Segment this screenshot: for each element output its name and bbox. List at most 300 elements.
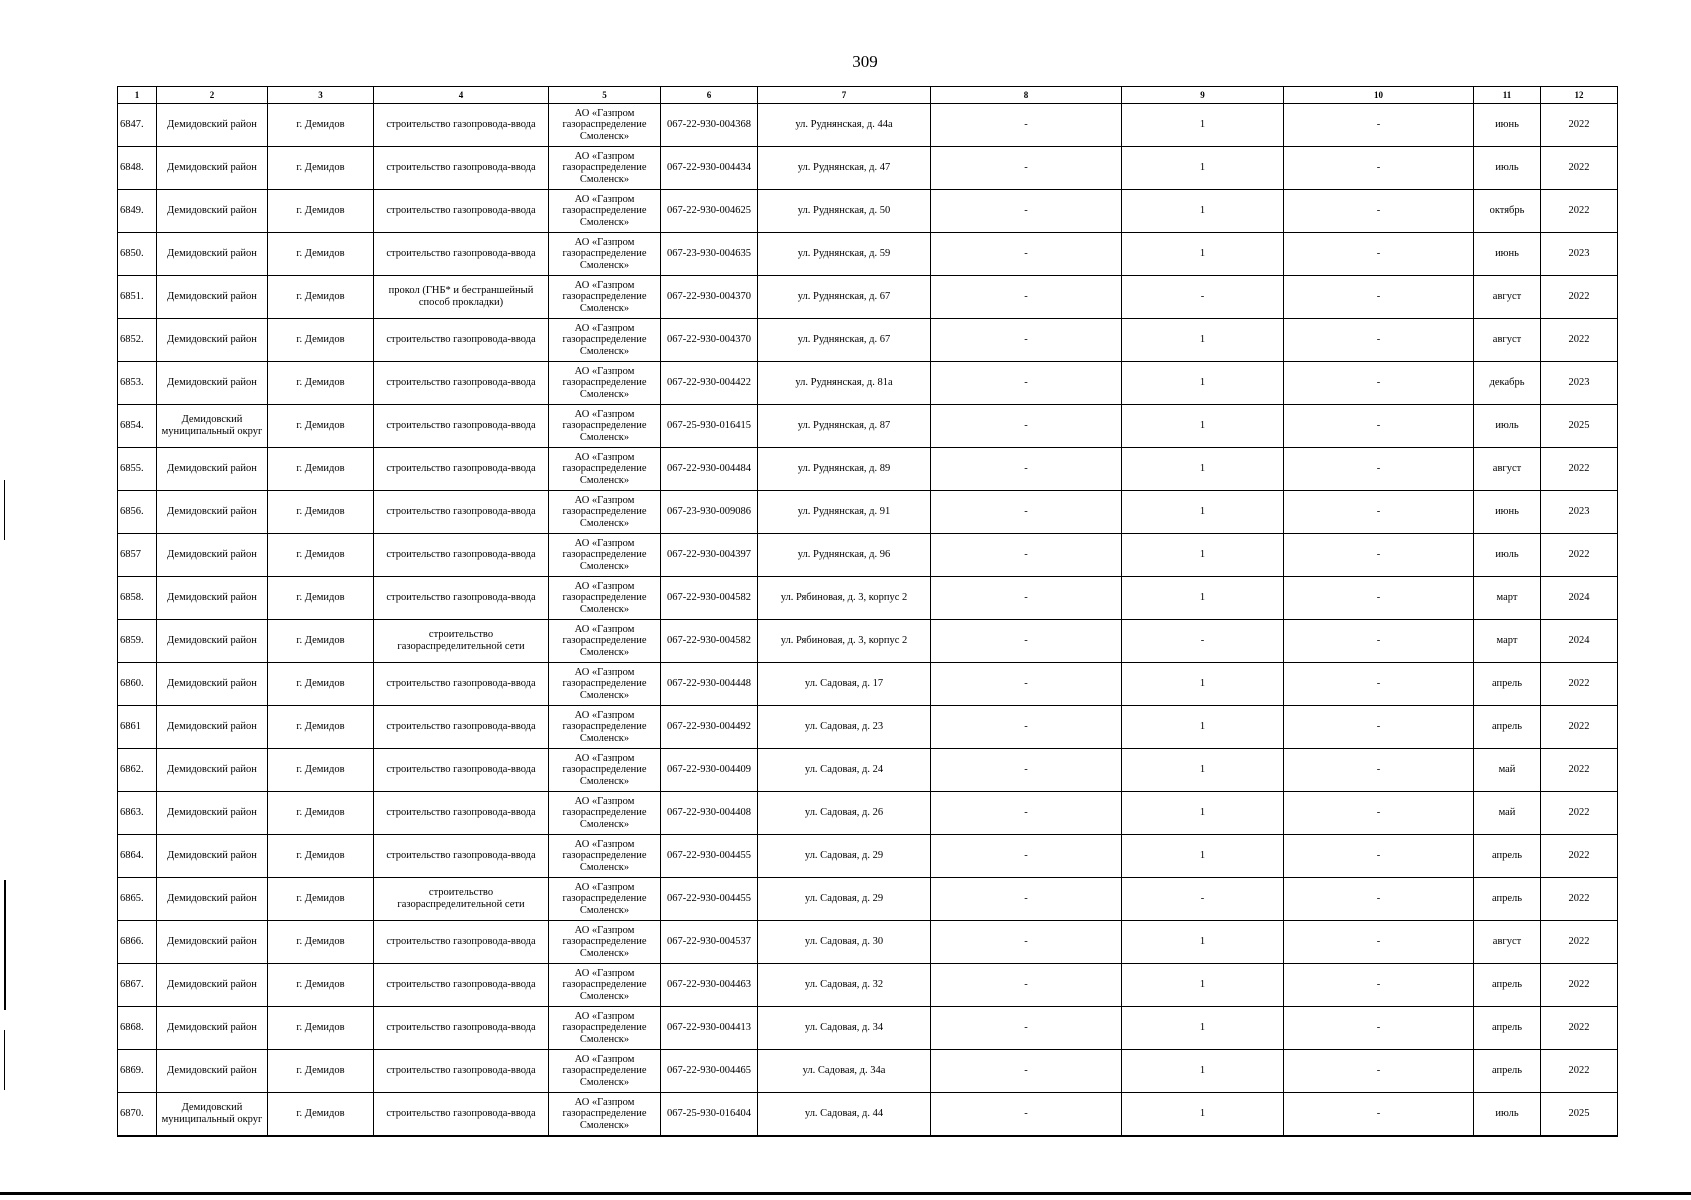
cell-settlement: г. Демидов: [268, 1050, 374, 1093]
cell-settlement: г. Демидов: [268, 706, 374, 749]
cell-work-type: строительство газопровода-ввода: [374, 319, 549, 362]
column-header-7: 7: [758, 87, 931, 104]
cell-row-number: 6858.: [118, 577, 157, 620]
cell-year: 2022: [1541, 319, 1618, 362]
cell-month: апрель: [1474, 663, 1541, 706]
cell-col-10: -: [1284, 878, 1474, 921]
cell-row-number: 6870.: [118, 1093, 157, 1137]
cell-request-id: 067-22-930-004397: [661, 534, 758, 577]
cell-work-type: строительство газопровода-ввода: [374, 448, 549, 491]
cell-month: апрель: [1474, 964, 1541, 1007]
cell-request-id: 067-22-930-004463: [661, 964, 758, 1007]
column-header-2: 2: [157, 87, 268, 104]
table-row: [118, 663, 1618, 706]
cell-row-number: 6856.: [118, 491, 157, 534]
cell-address: ул. Руднянская, д. 96: [758, 534, 931, 577]
cell-address: ул. Садовая, д. 34: [758, 1007, 931, 1050]
cell-row-number: 6853.: [118, 362, 157, 405]
cell-row-number: 6847.: [118, 104, 157, 147]
cell-address: ул. Руднянская, д. 67: [758, 319, 931, 362]
cell-month: июнь: [1474, 233, 1541, 276]
table-row: [118, 620, 1618, 663]
cell-col-9: 1: [1122, 1093, 1284, 1137]
cell-settlement: г. Демидов: [268, 964, 374, 1007]
cell-work-type: строительство газопровода-ввода: [374, 577, 549, 620]
cell-organization: АО «Газпром газораспределение Смоленск»: [549, 319, 661, 362]
cell-col-8: -: [931, 362, 1122, 405]
cell-district: Демидовский район: [157, 577, 268, 620]
cell-work-type: строительство газораспределительной сети: [374, 878, 549, 921]
cell-district: Демидовский район: [157, 1050, 268, 1093]
cell-month: март: [1474, 577, 1541, 620]
cell-col-8: -: [931, 1093, 1122, 1137]
cell-col-9: 1: [1122, 362, 1284, 405]
cell-organization: АО «Газпром газораспределение Смоленск»: [549, 534, 661, 577]
cell-col-8: -: [931, 835, 1122, 878]
cell-month: декабрь: [1474, 362, 1541, 405]
cell-district: Демидовский район: [157, 921, 268, 964]
cell-address: ул. Садовая, д. 29: [758, 878, 931, 921]
cell-district: Демидовский район: [157, 491, 268, 534]
cell-settlement: г. Демидов: [268, 835, 374, 878]
column-numbers-row: [118, 87, 1618, 104]
cell-col-8: -: [931, 1007, 1122, 1050]
cell-address: ул. Садовая, д. 26: [758, 792, 931, 835]
table-row: [118, 190, 1618, 233]
cell-col-10: -: [1284, 835, 1474, 878]
cell-row-number: 6869.: [118, 1050, 157, 1093]
cell-work-type: строительство газопровода-ввода: [374, 706, 549, 749]
cell-month: апрель: [1474, 706, 1541, 749]
cell-col-8: -: [931, 233, 1122, 276]
cell-organization: АО «Газпром газораспределение Смоленск»: [549, 233, 661, 276]
cell-month: апрель: [1474, 1050, 1541, 1093]
cell-settlement: г. Демидов: [268, 921, 374, 964]
column-header-10: 10: [1284, 87, 1474, 104]
cell-address: ул. Садовая, д. 24: [758, 749, 931, 792]
table-row: [118, 362, 1618, 405]
cell-settlement: г. Демидов: [268, 792, 374, 835]
cell-year: 2023: [1541, 491, 1618, 534]
cell-work-type: строительство газопровода-ввода: [374, 1050, 549, 1093]
cell-col-9: -: [1122, 276, 1284, 319]
cell-settlement: г. Демидов: [268, 233, 374, 276]
cell-row-number: 6852.: [118, 319, 157, 362]
cell-year: 2022: [1541, 706, 1618, 749]
cell-col-9: 1: [1122, 104, 1284, 147]
cell-row-number: 6851.: [118, 276, 157, 319]
cell-row-number: 6854.: [118, 405, 157, 448]
cell-address: ул. Садовая, д. 30: [758, 921, 931, 964]
cell-row-number: 6864.: [118, 835, 157, 878]
cell-work-type: строительство газопровода-ввода: [374, 792, 549, 835]
cell-month: апрель: [1474, 878, 1541, 921]
table-row: [118, 104, 1618, 147]
cell-organization: АО «Газпром газораспределение Смоленск»: [549, 448, 661, 491]
cell-request-id: 067-25-930-016415: [661, 405, 758, 448]
cell-settlement: г. Демидов: [268, 362, 374, 405]
cell-settlement: г. Демидов: [268, 448, 374, 491]
cell-year: 2022: [1541, 190, 1618, 233]
cell-col-9: 1: [1122, 405, 1284, 448]
cell-col-10: -: [1284, 1050, 1474, 1093]
cell-organization: АО «Газпром газораспределение Смоленск»: [549, 276, 661, 319]
cell-organization: АО «Газпром газораспределение Смоленск»: [549, 1050, 661, 1093]
cell-row-number: 6862.: [118, 749, 157, 792]
cell-request-id: 067-22-930-004370: [661, 319, 758, 362]
cell-year: 2022: [1541, 534, 1618, 577]
cell-row-number: 6850.: [118, 233, 157, 276]
cell-year: 2022: [1541, 835, 1618, 878]
column-header-3: 3: [268, 87, 374, 104]
cell-year: 2023: [1541, 362, 1618, 405]
cell-request-id: 067-22-930-004455: [661, 878, 758, 921]
cell-work-type: строительство газопровода-ввода: [374, 749, 549, 792]
page-number: 309: [852, 52, 878, 71]
cell-col-10: -: [1284, 749, 1474, 792]
cell-request-id: 067-23-930-009086: [661, 491, 758, 534]
cell-request-id: 067-22-930-004422: [661, 362, 758, 405]
cell-organization: АО «Газпром газораспределение Смоленск»: [549, 749, 661, 792]
cell-address: ул. Руднянская, д. 81а: [758, 362, 931, 405]
scan-edge-mark: [4, 1030, 5, 1090]
cell-col-10: -: [1284, 147, 1474, 190]
scan-edge-mark: [4, 880, 6, 1010]
table-header: [118, 87, 1618, 104]
cell-month: июнь: [1474, 491, 1541, 534]
cell-work-type: строительство газопровода-ввода: [374, 1093, 549, 1137]
cell-organization: АО «Газпром газораспределение Смоленск»: [549, 921, 661, 964]
cell-col-8: -: [931, 319, 1122, 362]
cell-settlement: г. Демидов: [268, 190, 374, 233]
cell-district: Демидовский район: [157, 233, 268, 276]
cell-col-10: -: [1284, 448, 1474, 491]
cell-address: ул. Руднянская, д. 44а: [758, 104, 931, 147]
cell-request-id: 067-22-930-004434: [661, 147, 758, 190]
column-header-8: 8: [931, 87, 1122, 104]
cell-col-9: 1: [1122, 792, 1284, 835]
cell-district: Демидовский район: [157, 749, 268, 792]
cell-month: май: [1474, 792, 1541, 835]
cell-col-10: -: [1284, 706, 1474, 749]
cell-col-9: 1: [1122, 577, 1284, 620]
cell-col-8: -: [931, 792, 1122, 835]
cell-work-type: прокол (ГНБ* и бестраншейный способ прокладки): [374, 276, 549, 319]
cell-settlement: г. Демидов: [268, 577, 374, 620]
cell-col-8: -: [931, 706, 1122, 749]
cell-row-number: 6860.: [118, 663, 157, 706]
cell-district: Демидовский район: [157, 620, 268, 663]
cell-col-8: -: [931, 1050, 1122, 1093]
cell-settlement: г. Демидов: [268, 491, 374, 534]
cell-request-id: 067-25-930-016404: [661, 1093, 758, 1137]
cell-year: 2022: [1541, 964, 1618, 1007]
cell-col-8: -: [931, 749, 1122, 792]
cell-request-id: 067-22-930-004537: [661, 921, 758, 964]
table-row: [118, 276, 1618, 319]
cell-organization: АО «Газпром газораспределение Смоленск»: [549, 405, 661, 448]
cell-col-9: 1: [1122, 921, 1284, 964]
cell-col-9: 1: [1122, 663, 1284, 706]
column-header-4: 4: [374, 87, 549, 104]
cell-month: июль: [1474, 534, 1541, 577]
cell-request-id: 067-22-930-004582: [661, 577, 758, 620]
cell-col-10: -: [1284, 921, 1474, 964]
cell-col-9: 1: [1122, 147, 1284, 190]
cell-col-10: -: [1284, 620, 1474, 663]
table-row: [118, 448, 1618, 491]
cell-work-type: строительство газопровода-ввода: [374, 233, 549, 276]
cell-year: 2022: [1541, 1007, 1618, 1050]
cell-col-9: 1: [1122, 190, 1284, 233]
cell-year: 2022: [1541, 104, 1618, 147]
cell-col-8: -: [931, 276, 1122, 319]
cell-work-type: строительство газопровода-ввода: [374, 835, 549, 878]
cell-col-10: -: [1284, 190, 1474, 233]
cell-address: ул. Руднянская, д. 59: [758, 233, 931, 276]
cell-month: август: [1474, 921, 1541, 964]
cell-request-id: 067-22-930-004409: [661, 749, 758, 792]
cell-organization: АО «Газпром газораспределение Смоленск»: [549, 1093, 661, 1137]
cell-request-id: 067-22-930-004413: [661, 1007, 758, 1050]
cell-work-type: строительство газопровода-ввода: [374, 362, 549, 405]
table-row: [118, 792, 1618, 835]
cell-col-8: -: [931, 104, 1122, 147]
cell-request-id: 067-22-930-004625: [661, 190, 758, 233]
cell-address: ул. Руднянская, д. 67: [758, 276, 931, 319]
table-row: [118, 233, 1618, 276]
cell-year: 2022: [1541, 878, 1618, 921]
cell-settlement: г. Демидов: [268, 276, 374, 319]
cell-district: Демидовский район: [157, 104, 268, 147]
cell-district: Демидовский муниципальный округ: [157, 405, 268, 448]
cell-organization: АО «Газпром газораспределение Смоленск»: [549, 577, 661, 620]
cell-work-type: строительство газопровода-ввода: [374, 491, 549, 534]
table-row: [118, 1050, 1618, 1093]
cell-col-10: -: [1284, 362, 1474, 405]
cell-request-id: 067-22-930-004582: [661, 620, 758, 663]
cell-work-type: строительство газопровода-ввода: [374, 534, 549, 577]
cell-work-type: строительство газопровода-ввода: [374, 190, 549, 233]
cell-settlement: г. Демидов: [268, 147, 374, 190]
cell-request-id: 067-22-930-004492: [661, 706, 758, 749]
table-row: [118, 534, 1618, 577]
cell-col-10: -: [1284, 276, 1474, 319]
cell-col-9: 1: [1122, 233, 1284, 276]
cell-col-9: 1: [1122, 964, 1284, 1007]
cell-district: Демидовский район: [157, 276, 268, 319]
cell-col-8: -: [931, 405, 1122, 448]
cell-organization: АО «Газпром газораспределение Смоленск»: [549, 663, 661, 706]
cell-settlement: г. Демидов: [268, 104, 374, 147]
cell-request-id: 067-22-930-004465: [661, 1050, 758, 1093]
cell-year: 2025: [1541, 1093, 1618, 1137]
cell-address: ул. Садовая, д. 23: [758, 706, 931, 749]
cell-year: 2024: [1541, 620, 1618, 663]
cell-month: март: [1474, 620, 1541, 663]
table-row: [118, 921, 1618, 964]
cell-work-type: строительство газопровода-ввода: [374, 921, 549, 964]
cell-district: Демидовский район: [157, 534, 268, 577]
cell-col-10: -: [1284, 233, 1474, 276]
cell-row-number: 6855.: [118, 448, 157, 491]
cell-settlement: г. Демидов: [268, 1093, 374, 1137]
cell-district: Демидовский район: [157, 792, 268, 835]
table-row: [118, 319, 1618, 362]
cell-row-number: 6861: [118, 706, 157, 749]
cell-organization: АО «Газпром газораспределение Смоленск»: [549, 147, 661, 190]
cell-settlement: г. Демидов: [268, 1007, 374, 1050]
cell-col-8: -: [931, 577, 1122, 620]
cell-district: Демидовский район: [157, 448, 268, 491]
cell-district: Демидовский район: [157, 706, 268, 749]
cell-organization: АО «Газпром газораспределение Смоленск»: [549, 620, 661, 663]
cell-col-9: 1: [1122, 448, 1284, 491]
cell-month: октябрь: [1474, 190, 1541, 233]
cell-month: май: [1474, 749, 1541, 792]
table-row: [118, 1007, 1618, 1050]
cell-col-10: -: [1284, 104, 1474, 147]
cell-address: ул. Рябиновая, д. 3, корпус 2: [758, 577, 931, 620]
cell-address: ул. Руднянская, д. 89: [758, 448, 931, 491]
cell-col-8: -: [931, 878, 1122, 921]
cell-month: август: [1474, 276, 1541, 319]
cell-year: 2022: [1541, 663, 1618, 706]
cell-address: ул. Садовая, д. 29: [758, 835, 931, 878]
table-row: [118, 405, 1618, 448]
cell-month: июль: [1474, 147, 1541, 190]
cell-year: 2023: [1541, 233, 1618, 276]
cell-address: ул. Рябиновая, д. 3, корпус 2: [758, 620, 931, 663]
cell-row-number: 6849.: [118, 190, 157, 233]
cell-district: Демидовский район: [157, 1007, 268, 1050]
cell-col-8: -: [931, 663, 1122, 706]
cell-col-10: -: [1284, 964, 1474, 1007]
cell-col-10: -: [1284, 1093, 1474, 1137]
cell-request-id: 067-22-930-004448: [661, 663, 758, 706]
cell-col-8: -: [931, 921, 1122, 964]
cell-col-9: 1: [1122, 491, 1284, 534]
cell-col-8: -: [931, 534, 1122, 577]
cell-request-id: 067-22-930-004408: [661, 792, 758, 835]
cell-col-10: -: [1284, 319, 1474, 362]
cell-month: август: [1474, 448, 1541, 491]
gas-connection-registry-table: [117, 86, 1618, 1137]
cell-organization: АО «Газпром газораспределение Смоленск»: [549, 1007, 661, 1050]
cell-work-type: строительство газораспределительной сети: [374, 620, 549, 663]
cell-row-number: 6867.: [118, 964, 157, 1007]
cell-organization: АО «Газпром газораспределение Смоленск»: [549, 878, 661, 921]
cell-col-10: -: [1284, 577, 1474, 620]
cell-request-id: 067-22-930-004484: [661, 448, 758, 491]
cell-month: июль: [1474, 405, 1541, 448]
cell-col-9: 1: [1122, 319, 1284, 362]
cell-settlement: г. Демидов: [268, 405, 374, 448]
cell-address: ул. Руднянская, д. 50: [758, 190, 931, 233]
cell-col-9: 1: [1122, 534, 1284, 577]
cell-row-number: 6848.: [118, 147, 157, 190]
cell-settlement: г. Демидов: [268, 319, 374, 362]
cell-year: 2022: [1541, 147, 1618, 190]
table-row: [118, 147, 1618, 190]
cell-organization: АО «Газпром газораспределение Смоленск»: [549, 491, 661, 534]
cell-col-8: -: [931, 190, 1122, 233]
scan-edge-mark: [4, 480, 5, 540]
cell-request-id: 067-22-930-004455: [661, 835, 758, 878]
cell-col-9: -: [1122, 878, 1284, 921]
table-row: [118, 706, 1618, 749]
cell-organization: АО «Газпром газораспределение Смоленск»: [549, 104, 661, 147]
column-header-9: 9: [1122, 87, 1284, 104]
cell-work-type: строительство газопровода-ввода: [374, 405, 549, 448]
cell-address: ул. Садовая, д. 34а: [758, 1050, 931, 1093]
cell-address: ул. Садовая, д. 44: [758, 1093, 931, 1137]
cell-address: ул. Садовая, д. 32: [758, 964, 931, 1007]
cell-month: апрель: [1474, 1007, 1541, 1050]
table-row: [118, 878, 1618, 921]
column-header-5: 5: [549, 87, 661, 104]
cell-col-9: 1: [1122, 1050, 1284, 1093]
cell-year: 2022: [1541, 792, 1618, 835]
cell-work-type: строительство газопровода-ввода: [374, 663, 549, 706]
cell-request-id: 067-22-930-004368: [661, 104, 758, 147]
cell-year: 2022: [1541, 1050, 1618, 1093]
table-row: [118, 577, 1618, 620]
cell-col-9: -: [1122, 620, 1284, 663]
table-row: [118, 491, 1618, 534]
cell-settlement: г. Демидов: [268, 878, 374, 921]
cell-organization: АО «Газпром газораспределение Смоленск»: [549, 362, 661, 405]
cell-year: 2022: [1541, 276, 1618, 319]
cell-work-type: строительство газопровода-ввода: [374, 1007, 549, 1050]
cell-col-10: -: [1284, 491, 1474, 534]
cell-col-10: -: [1284, 405, 1474, 448]
cell-organization: АО «Газпром газораспределение Смоленск»: [549, 964, 661, 1007]
cell-row-number: 6859.: [118, 620, 157, 663]
page-bottom-rule: [0, 1192, 1691, 1195]
column-header-12: 12: [1541, 87, 1618, 104]
cell-settlement: г. Демидов: [268, 749, 374, 792]
cell-organization: АО «Газпром газораспределение Смоленск»: [549, 190, 661, 233]
column-header-11: 11: [1474, 87, 1541, 104]
table-body: [118, 104, 1618, 1137]
cell-row-number: 6857: [118, 534, 157, 577]
cell-col-8: -: [931, 448, 1122, 491]
cell-row-number: 6868.: [118, 1007, 157, 1050]
cell-work-type: строительство газопровода-ввода: [374, 964, 549, 1007]
cell-district: Демидовский район: [157, 190, 268, 233]
cell-col-9: 1: [1122, 749, 1284, 792]
cell-col-8: -: [931, 620, 1122, 663]
cell-col-9: 1: [1122, 1007, 1284, 1050]
cell-district: Демидовский район: [157, 362, 268, 405]
cell-settlement: г. Демидов: [268, 620, 374, 663]
cell-col-9: 1: [1122, 835, 1284, 878]
cell-col-9: 1: [1122, 706, 1284, 749]
cell-address: ул. Руднянская, д. 87: [758, 405, 931, 448]
cell-district: Демидовский район: [157, 835, 268, 878]
cell-organization: АО «Газпром газораспределение Смоленск»: [549, 706, 661, 749]
cell-request-id: 067-22-930-004370: [661, 276, 758, 319]
cell-month: июнь: [1474, 104, 1541, 147]
cell-row-number: 6865.: [118, 878, 157, 921]
cell-district: Демидовский район: [157, 319, 268, 362]
cell-col-8: -: [931, 491, 1122, 534]
cell-month: июль: [1474, 1093, 1541, 1137]
cell-district: Демидовский муниципальный округ: [157, 1093, 268, 1137]
cell-request-id: 067-23-930-004635: [661, 233, 758, 276]
cell-organization: АО «Газпром газораспределение Смоленск»: [549, 792, 661, 835]
